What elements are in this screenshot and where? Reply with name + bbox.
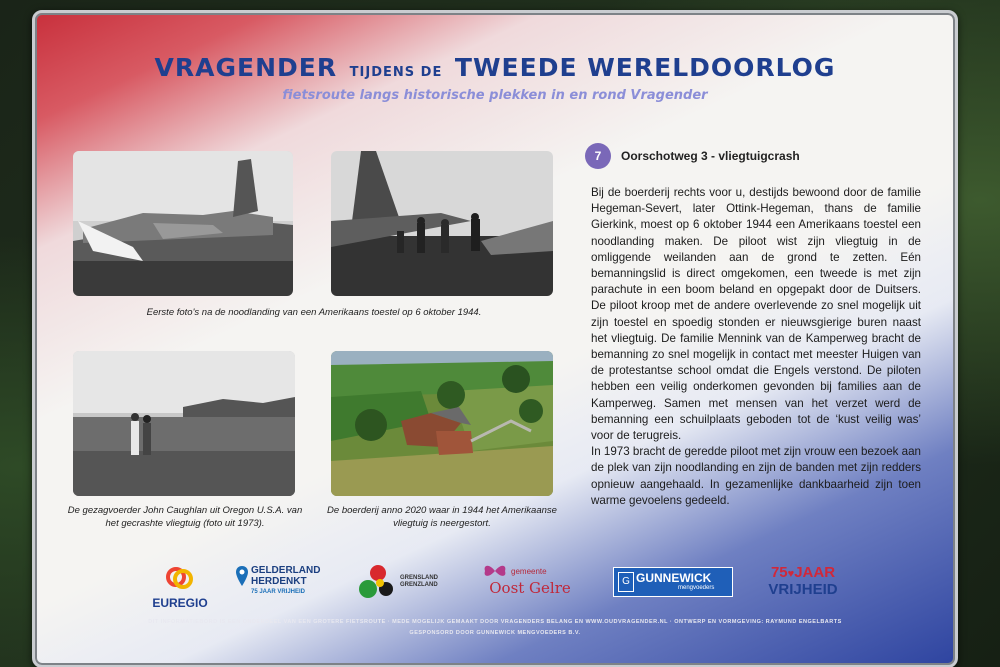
section-heading: Oorschotweg 3 - vliegtuigcrash <box>621 149 800 163</box>
logo-vrijheid: VRIJHEID <box>768 581 838 598</box>
grensland-dots-icon <box>358 563 398 603</box>
gelderland-line3: 75 JAAR VRIJHEID <box>251 589 306 595</box>
body-paragraph-1: Bij de boerderij rechts voor u, destijds bewoond door de familie Hegeman-Severt, later Ottink-Hegeman, thans de familie Gierkink, moest op 6 oktober 1944 een Amerikaans toestel een noodlanding maken. De piloot wist zijn vliegtuig in de omliggende weilanden aan de grond te zetten. Eén bemanningslid is direct omgekomen, een tweede is met zijn parachute in een boom beland en opgepakt door de Duitsers. De piloot kroop met de andere overlevende zo snel mogelijk uit zijn toestel en spoedig stonden er nieuwsgierige buren naast het vliegtuig. De familie Mennink van de Kamperweg bracht de bemanning zo snel mogelijk in contact met meester Huigen van de protestantse school omdat die Engels verstond. De piloten hebben een veilig onderkomen gevonden bij families aan de Kamperweg. Samen met mensen van het verzet werd de bemanning een schuilplaats geboden tot de ‘kust veilig was’ voor de terugreis. <box>591 186 921 443</box>
title-vragender: VRAGENDER <box>154 53 338 82</box>
grensland-line2: GRENZLAND <box>400 582 438 588</box>
gelderland-line2: HERDENKT <box>251 576 307 587</box>
gunnewick-emblem-icon: G <box>618 572 634 592</box>
caption-farm: De boerderij anno 2020 waar in 1944 het Amerikaanse vliegtuig is neergestort. <box>327 505 557 529</box>
map-pin-icon <box>235 565 249 587</box>
logo-oost-gelre <box>475 563 585 597</box>
logo-75-number: 75 <box>770 564 788 581</box>
logo-gunnewick <box>613 567 733 597</box>
logo-euregio <box>135 565 225 610</box>
logo-75-jaar-vrijheid <box>753 565 853 597</box>
gunnewick-label: GUNNEWICK <box>636 571 712 585</box>
logo-grensland <box>358 563 458 589</box>
grensland-line1: GRENSLAND <box>400 575 439 581</box>
title-tweede-wereldoorlog: TWEEDE WERELDOORLOG <box>454 53 836 82</box>
stop-number-badge: 7 <box>585 143 611 169</box>
caption-wreck-photos: Eerste foto's na de noodlanding van een Amerikaans toestel op 6 oktober 1944. <box>146 307 482 318</box>
caption-pilot: De gezagvoerder John Caughlan uit Oregon U.S.A. van het gecrashte vliegtuig (foto uit 1973). <box>67 505 303 529</box>
euregio-label: EUREGIO <box>152 596 208 610</box>
footer-line-2: GESPONSORD DOOR GUNNEWICK MENGVOEDERS B.V. <box>409 630 581 636</box>
butterfly-icon <box>481 563 509 579</box>
footer-line-1: DIT INFORMATIEBORD IS EEN ONDERDEEL VAN EEN GROTERE FIETSROUTE · MEDE MOGELIJK GEMAAKT DOOR VRAGENDERS BELANG EN WWW.OUDVRAGENDER.NL · ONTWERP EN VORMGEVING: RAYMUND ENGELBARTS <box>148 619 842 625</box>
board-subtitle: fietsroute langs historische plekken in en rond Vragender <box>282 88 708 103</box>
photo-wreck-2 <box>331 151 553 296</box>
information-board <box>32 10 958 667</box>
gemeente-label: gemeente <box>511 567 547 576</box>
logo-gelderland-herdenkt <box>235 565 335 598</box>
gelderland-line1: GELDERLAND <box>251 565 321 576</box>
logo-75-jaar: JAAR <box>794 564 836 581</box>
photo-wreck-1 <box>73 151 293 296</box>
photo-pilot-1973 <box>73 351 295 496</box>
heart-icon: ♥ <box>787 568 795 580</box>
euregio-icon <box>166 565 194 591</box>
photo-farm-2020 <box>331 351 553 496</box>
title-tijdens-de: TIJDENS DE <box>349 65 443 80</box>
oost-gelre-label: Oost Gelre <box>489 579 571 597</box>
board-title <box>35 53 955 82</box>
body-paragraph-2: In 1973 bracht de geredde piloot met zijn vrouw een bezoek aan de plek van zijn noodlanding en zijn de banden met zijn redders opnieuw aangehaald. In gezamenlijke dankbaarheid zijn toen warme gevoelens gedeeld. <box>591 445 921 507</box>
section-body <box>591 185 921 509</box>
mengvoeders-label: mengvoeders <box>678 585 715 591</box>
